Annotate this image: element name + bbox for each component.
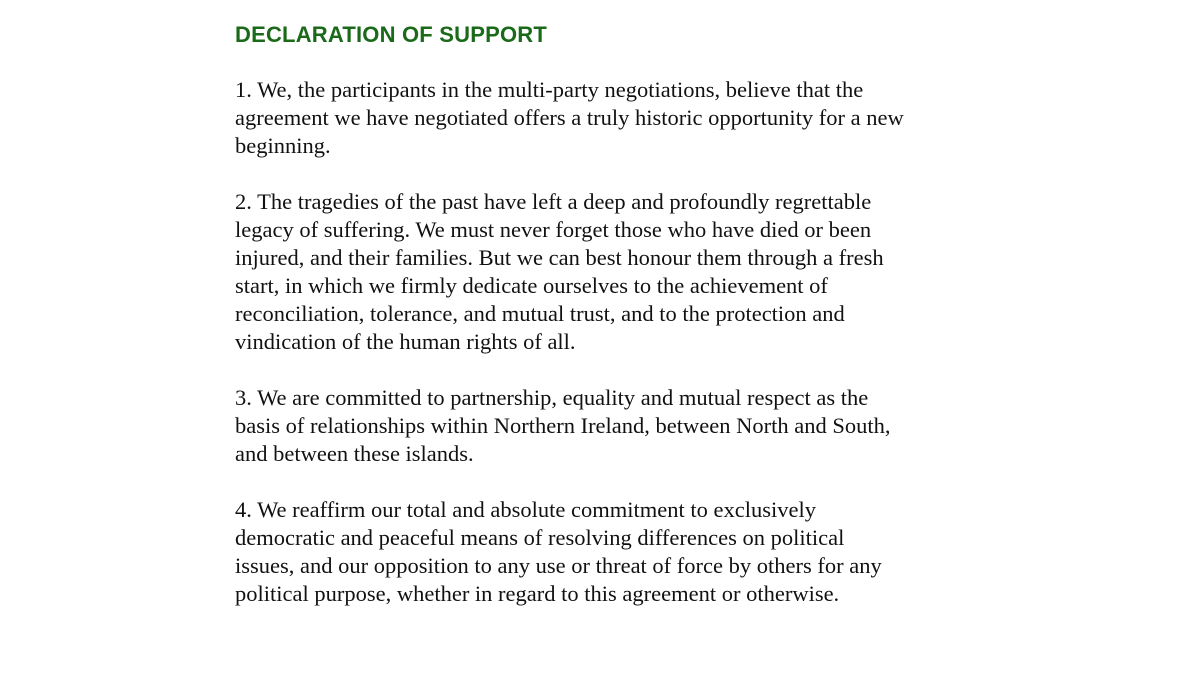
paragraph-line: political purpose, whether in regard to this agreement or otherwise.	[235, 581, 840, 606]
paragraph-line: 3. We are committed to partnership, equality and mutual respect as the	[235, 385, 869, 410]
paragraph-line: basis of relationships within Northern Ireland, between North and South,	[235, 413, 891, 438]
paragraph-line: democratic and peaceful means of resolving differences on political	[235, 525, 845, 550]
paragraph-line: legacy of suffering. We must never forget those who have died or been	[235, 217, 872, 242]
paragraph-2	[235, 188, 975, 356]
document-title: DECLARATION OF SUPPORT	[235, 22, 547, 47]
paragraph-line: issues, and our opposition to any use or threat of force by others for any	[235, 553, 882, 578]
paragraph-line: 4. We reaffirm our total and absolute commitment to exclusively	[235, 497, 816, 522]
paragraph-line: vindication of the human rights of all.	[235, 329, 576, 354]
paragraph-line: and between these islands.	[235, 441, 474, 466]
paragraph-line: agreement we have negotiated offers a truly historic opportunity for a new	[235, 105, 904, 130]
paragraph-line: 1. We, the participants in the multi-party negotiations, believe that the	[235, 77, 864, 102]
paragraph-line: start, in which we firmly dedicate ourselves to the achievement of	[235, 273, 828, 298]
paragraph-line: reconciliation, tolerance, and mutual trust, and to the protection and	[235, 301, 845, 326]
paragraph-3	[235, 384, 975, 468]
paragraph-line: beginning.	[235, 133, 331, 158]
paragraph-1	[235, 76, 975, 160]
paragraph-4	[235, 496, 975, 608]
paragraph-line: injured, and their families. But we can best honour them through a fresh	[235, 245, 884, 270]
document-content	[235, 22, 975, 636]
paragraph-line: 2. The tragedies of the past have left a deep and profoundly regrettable	[235, 189, 872, 214]
